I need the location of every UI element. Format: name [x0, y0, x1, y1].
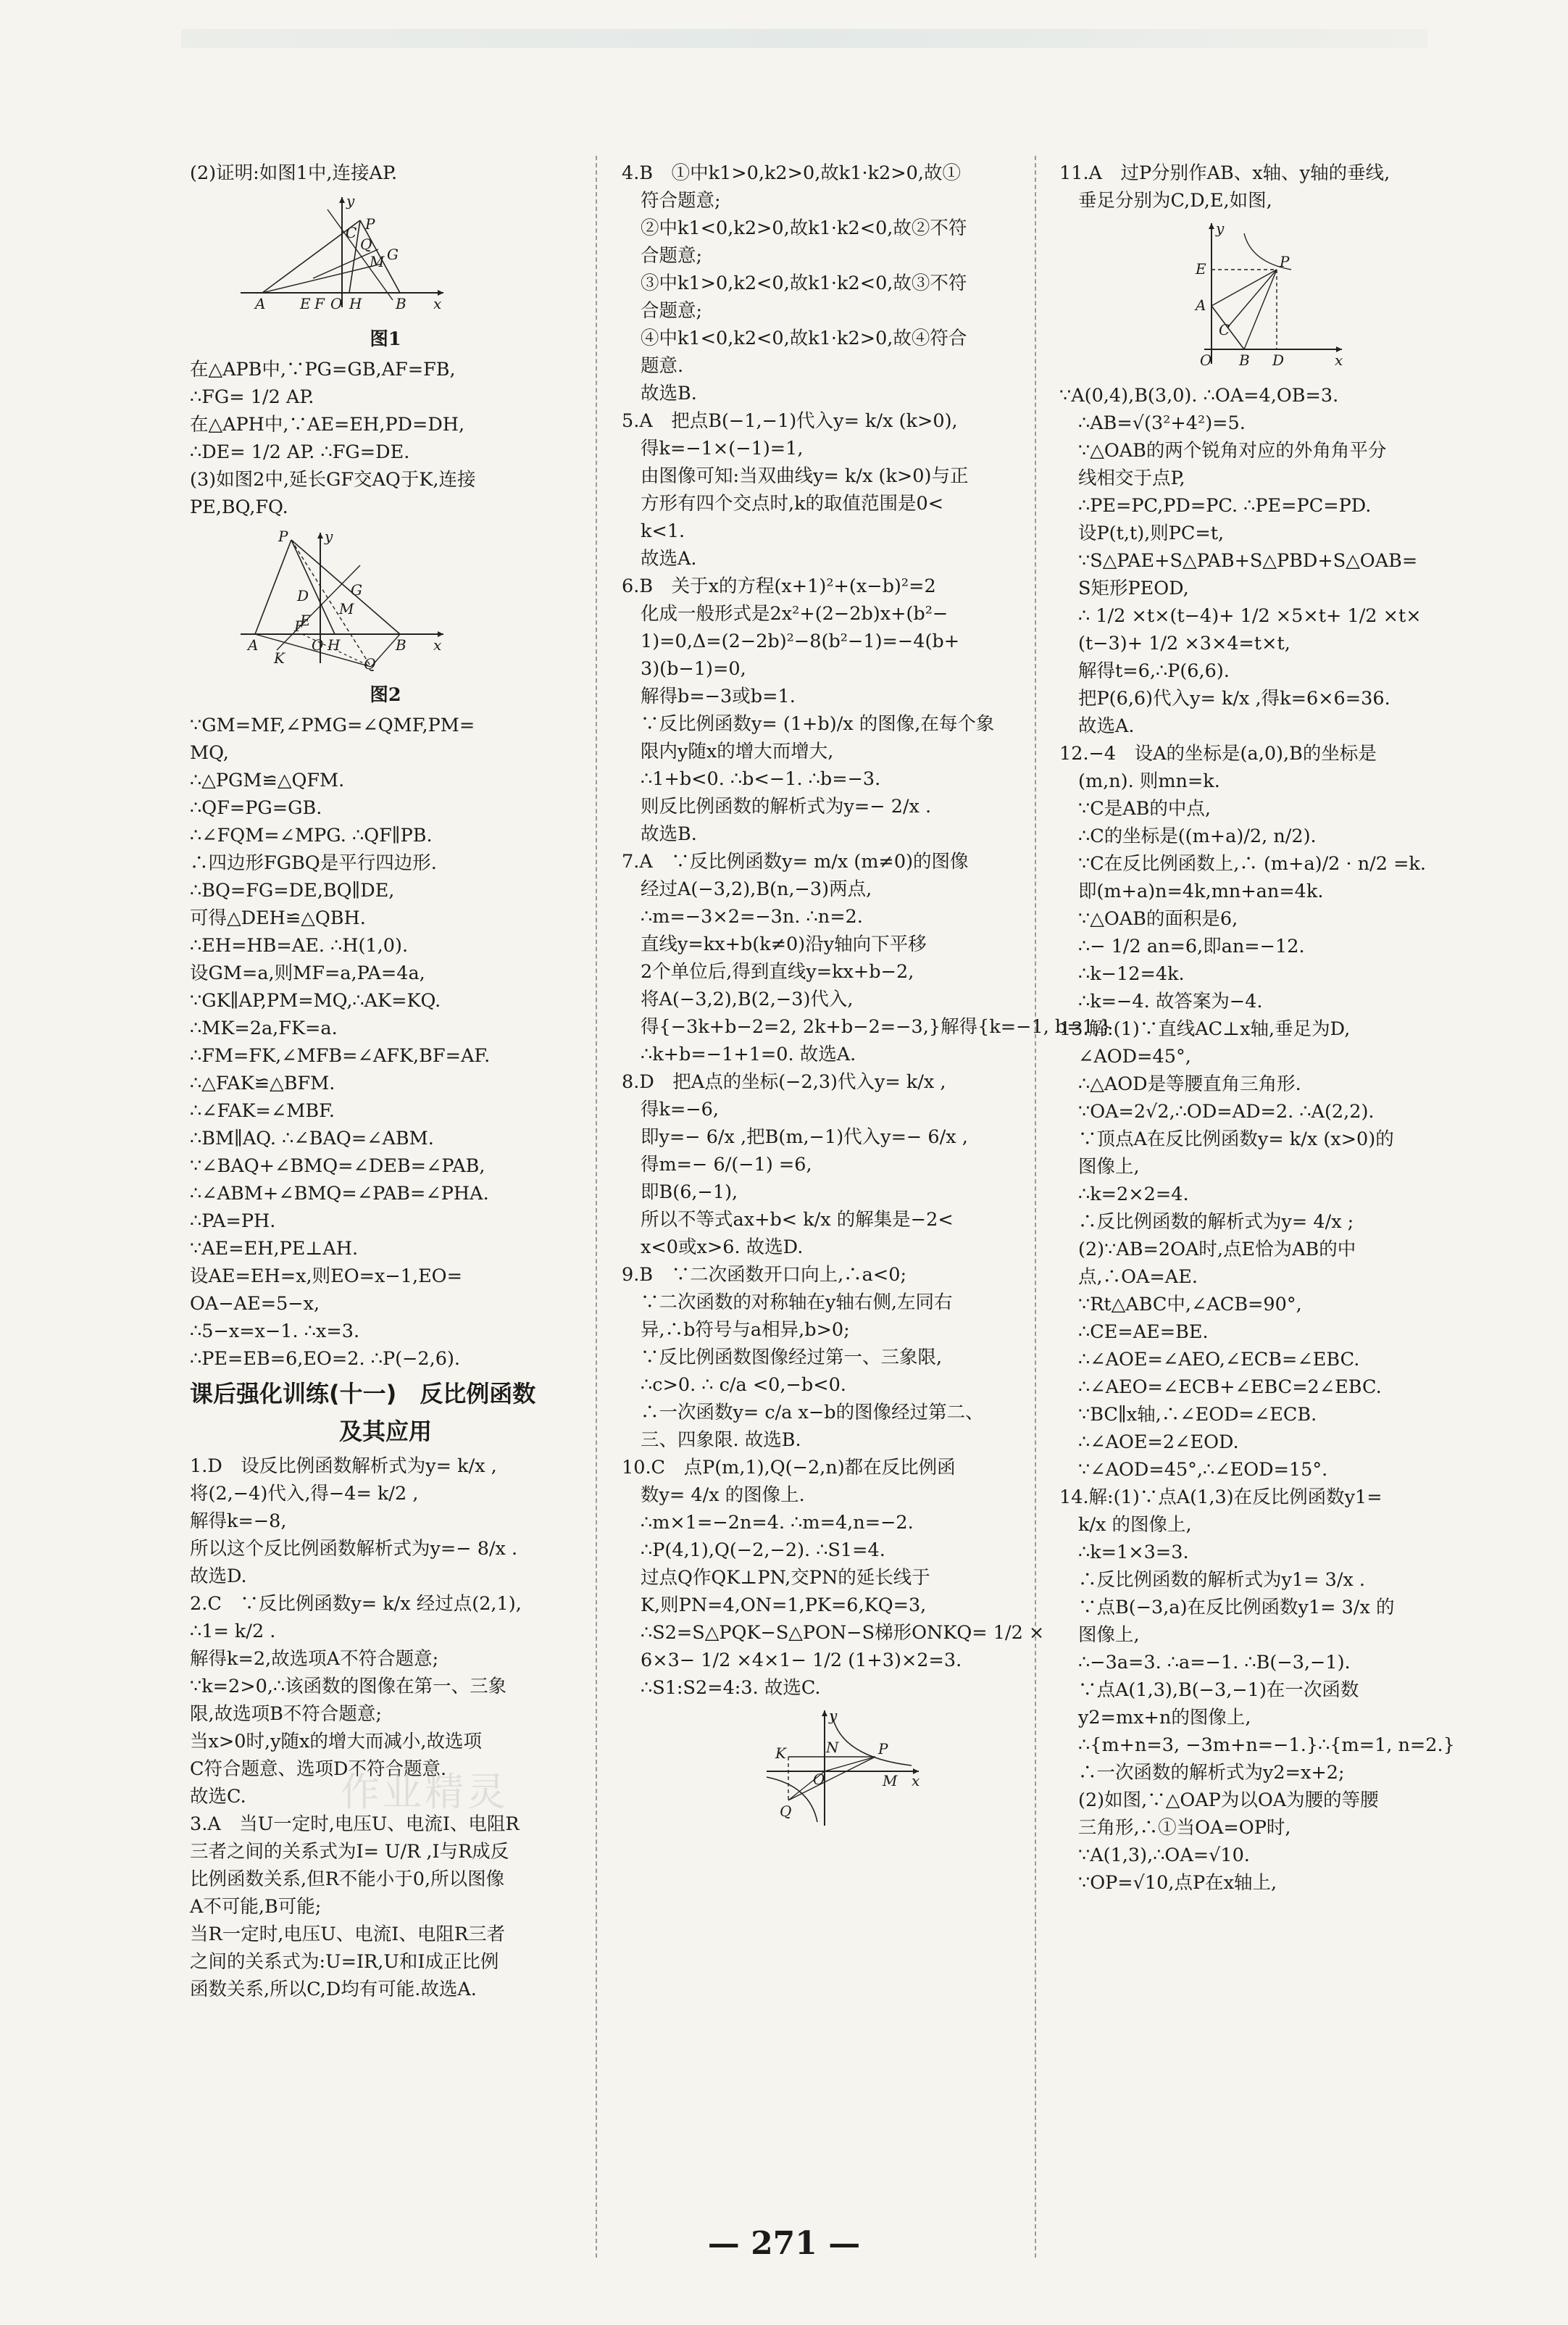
text-line: ∵Rt△ABC中,∠ACB=90°,	[1078, 1294, 1302, 1315]
text-line: C符合题意、选项D不符合题意.	[190, 1758, 447, 1780]
svg-text:M: M	[370, 253, 385, 270]
figure-1-diagram	[233, 191, 451, 315]
svg-text:B: B	[1239, 352, 1250, 369]
text-line: (2)∵AB=2OA时,点E恰为AB的中	[1078, 1239, 1356, 1260]
text-line: ∴C的坐标是((m+a)/2, n/2).	[1078, 825, 1317, 847]
text-line: 设GM=a,则MF=a,PA=4a,	[190, 962, 425, 984]
text-line: 把P(6,6)代入y= k/x ,得k=6×6=36.	[1078, 688, 1390, 710]
text-line: ③中k1>0,k2<0,故k1·k2<0,故③不符	[641, 273, 967, 294]
text-line: 设P(t,t),则PC=t,	[1078, 523, 1225, 544]
text-line: ∵OA=2√2,∴OD=AD=2. ∴A(2,2).	[1078, 1101, 1375, 1123]
text-line: ∴反比例函数的解析式为y= 4/x ;	[1078, 1211, 1354, 1233]
svg-text:Q: Q	[364, 655, 376, 673]
text-line: K,则PN=4,ON=1,PK=6,KQ=3,	[641, 1594, 927, 1616]
text-line: 过点Q作QK⊥PN,交PN的延长线于	[641, 1567, 930, 1589]
text-line: 当x>0时,y随x的增大而减小,故选项	[190, 1731, 482, 1752]
text-line: ∴∠FQM=∠MPG. ∴QF∥PB.	[190, 825, 433, 847]
text-line: ∵C在反比例函数上,∴ (m+a)/2 · n/2 =k.	[1078, 853, 1426, 875]
text-line: 故选B.	[641, 823, 697, 845]
svg-text:P: P	[1280, 253, 1290, 270]
text-line: ∴△PGM≌△QFM.	[190, 770, 345, 791]
text-line: ∵GM=MF,∠PMG=∠QMF,PM=	[190, 715, 475, 736]
text-line: 1)=0,Δ=(2−2b)²−8(b²−1)=−4(b+	[641, 631, 960, 652]
figure-10-diagram	[759, 1706, 926, 1829]
text-line: ∴一次函数的解析式为y2=x+2;	[1078, 1762, 1345, 1784]
text-line: 数y= 4/x 的图像上.	[641, 1484, 805, 1506]
text-line: ∵点B(−3,a)在反比例函数y1= 3/x 的	[1078, 1597, 1395, 1618]
text-line: ∵BC∥x轴,∴∠EOD=∠ECB.	[1078, 1404, 1317, 1426]
text-line: ∵△OAB的两个锐角对应的外角角平分	[1078, 440, 1387, 462]
text-line: 2.C ∵反比例函数y= k/x 经过点(2,1),	[190, 1593, 522, 1615]
text-line: 故选D.	[190, 1565, 247, 1587]
svg-text:x: x	[1335, 352, 1343, 369]
text-line: 2个单位后,得到直线y=kx+b−2,	[641, 961, 914, 983]
svg-text:O: O	[330, 295, 343, 312]
text-line: ∴m×1=−2n=4. ∴m=4,n=−2.	[641, 1512, 914, 1534]
svg-text:M: M	[883, 1772, 898, 1789]
text-line: ∵OP=√10,点P在x轴上,	[1078, 1872, 1277, 1894]
text-line: ∴k=1×3=3.	[1078, 1542, 1189, 1563]
text-line: ∴{m+n=3, −3m+n=−1.}∴{m=1, n=2.}	[1078, 1734, 1455, 1756]
text-line: 6.B 关于x的方程(x+1)²+(x−b)²=2	[622, 575, 936, 597]
svg-text:x: x	[433, 636, 442, 654]
text-line: 垂足分别为C,D,E,如图,	[1078, 190, 1272, 212]
text-line: ∵二次函数的对称轴在y轴右侧,左同右	[641, 1292, 953, 1313]
text-line: 将(2,−4)代入,得−4= k/2 ,	[190, 1483, 419, 1505]
svg-text:Q: Q	[780, 1802, 792, 1820]
text-line: 将A(−3,2),B(2,−3)代入,	[641, 989, 854, 1010]
text-line: ∵C是AB的中点,	[1078, 798, 1211, 820]
text-line: 解得b=−3或b=1.	[641, 686, 796, 707]
svg-text:G: G	[351, 581, 362, 599]
svg-text:H: H	[328, 636, 341, 654]
svg-text:N: N	[826, 1739, 839, 1756]
column-middle	[622, 159, 1112, 1840]
text-line: ∴k=2×2=4.	[1078, 1184, 1189, 1205]
text-line: 之间的关系式为:U=IR,U和I成正比例	[190, 1951, 499, 1973]
section-title: 课后强化训练(十一) 反比例函数	[190, 1380, 536, 1407]
text-line: 9.B ∵二次函数开口向上,∴a<0;	[622, 1264, 907, 1286]
text-line: 得k=−1×(−1)=1,	[641, 438, 804, 459]
text-line: 13.解:(1)∵直线AC⊥x轴,垂足为D,	[1059, 1018, 1351, 1040]
svg-text:F: F	[294, 617, 304, 635]
svg-text:O: O	[813, 1771, 825, 1788]
text-line: ∴c>0. ∴ c/a <0,−b<0.	[641, 1374, 846, 1396]
text-line: 图像上,	[1078, 1624, 1140, 1646]
svg-text:y: y	[1216, 220, 1225, 237]
text-line: 14.解:(1)∵点A(1,3)在反比例函数y1=	[1059, 1486, 1383, 1508]
text-line: 8.D 把A点的坐标(−2,3)代入y= k/x ,	[622, 1071, 946, 1093]
text-line: ∴EH=HB=AE. ∴H(1,0).	[190, 935, 409, 957]
text-line: k/x 的图像上,	[1078, 1514, 1192, 1536]
text-line: 所以不等式ax+b< k/x 的解集是−2<	[641, 1209, 954, 1231]
text-line: ∵△OAB的面积是6,	[1078, 908, 1238, 930]
text-line: (m,n). 则mn=k.	[1078, 770, 1220, 792]
text-line: 故选A.	[641, 548, 697, 570]
text-line: ∴FM=FK,∠MFB=∠AFK,BF=AF.	[190, 1045, 491, 1067]
figure-2-diagram	[233, 525, 451, 673]
svg-text:K: K	[274, 649, 285, 667]
text-line: MQ,	[190, 742, 229, 764]
text-line: ∠AOD=45°,	[1078, 1046, 1191, 1068]
text-line: 题意.	[641, 355, 684, 377]
text-line: ∴CE=AE=BE.	[1078, 1321, 1209, 1343]
svg-text:A: A	[255, 295, 266, 312]
svg-text:F: F	[314, 295, 325, 312]
text-line: 3)(b−1)=0,	[641, 658, 746, 680]
text-line: ∴反比例函数的解析式为y1= 3/x .	[1078, 1569, 1366, 1591]
text-line: ∴k−12=4k.	[1078, 963, 1185, 985]
text-line: ∴BM∥AQ. ∴∠BAQ=∠ABM.	[190, 1128, 434, 1149]
text-line: 5.A 把点B(−1,−1)代入y= k/x (k>0),	[622, 410, 958, 432]
top-strip	[181, 29, 1427, 48]
text-line: 故选C.	[190, 1786, 246, 1808]
figure-1	[233, 191, 581, 323]
text-line: 11.A 过P分别作AB、x轴、y轴的垂线,	[1059, 162, 1390, 184]
text-line: 1.D 设反比例函数解析式为y= k/x ,	[190, 1455, 497, 1477]
text-line: 线相交于点P,	[1078, 467, 1185, 489]
svg-text:B: B	[396, 295, 406, 312]
text-line: 设AE=EH=x,则EO=x−1,EO=	[190, 1265, 462, 1287]
svg-text:y: y	[325, 528, 333, 545]
text-line: ∴S1:S2=4:3. 故选C.	[641, 1677, 821, 1699]
text-line: 即(m+a)n=4k,mn+an=4k.	[1078, 881, 1324, 902]
text-line: ∴k=−4. 故答案为−4.	[1078, 991, 1263, 1012]
text-line: ④中k1<0,k2<0,故k1·k2>0,故④符合	[641, 328, 967, 349]
text-line: 点,∴OA=AE.	[1078, 1266, 1198, 1288]
text-line: ∵反比例函数图像经过第一、三象限,	[641, 1347, 943, 1368]
text-line: ∴FG= 1/2 AP.	[190, 386, 314, 408]
text-line: x<0或x>6. 故选D.	[641, 1236, 804, 1258]
text-line: (3)如图2中,延长GF交AQ于K,连接	[190, 469, 476, 491]
svg-text:P: P	[365, 215, 375, 233]
text-line: ∵A(1,3),∴OA=√10.	[1078, 1844, 1250, 1866]
text-line: 由图像可知:当双曲线y= k/x (k>0)与正	[641, 465, 969, 487]
text-line: ∴四边形FGBQ是平行四边形.	[190, 852, 437, 874]
text-line: ∵∠BAQ+∠BMQ=∠DEB=∠PAB,	[190, 1155, 485, 1177]
svg-text:B: B	[396, 636, 406, 654]
text-line: 4.B ①中k1>0,k2>0,故k1·k2>0,故①	[622, 162, 961, 184]
text-line: ∴∠AOE=∠AEO,∠ECB=∠EBC.	[1078, 1349, 1360, 1371]
svg-text:D: D	[297, 587, 309, 604]
text-line: 在△APB中,∵PG=GB,AF=FB,	[190, 359, 456, 380]
svg-text:M: M	[339, 600, 354, 617]
text-line: ∵k=2>0,∴该函数的图像在第一、三象	[190, 1676, 507, 1697]
text-line: ∴PA=PH.	[190, 1210, 276, 1232]
svg-text:O: O	[1200, 352, 1212, 369]
text-line: ∴1= k/2 .	[190, 1621, 276, 1642]
text-line: ∴BQ=FG=DE,BQ∥DE,	[190, 880, 395, 902]
svg-text:y: y	[346, 192, 355, 209]
text-line: ∵点A(1,3),B(−3,−1)在一次函数	[1078, 1679, 1359, 1701]
text-line: 化成一般形式是2x²+(2−2b)x+(b²−	[641, 603, 948, 625]
text-line: 直线y=kx+b(k≠0)沿y轴向下平移	[641, 933, 927, 955]
svg-text:E: E	[300, 612, 311, 629]
text-line: ∴PE=EB=6,EO=2. ∴P(−2,6).	[190, 1348, 461, 1370]
text-line: 即B(6,−1),	[641, 1181, 738, 1203]
svg-text:A: A	[248, 636, 259, 654]
text-line: ∴PE=PC,PD=PC. ∴PE=PC=PD.	[1078, 495, 1372, 517]
text-line: ∴∠ABM+∠BMQ=∠PAB=∠PHA.	[190, 1183, 489, 1205]
text-line: ∴△FAK≌△BFM.	[190, 1073, 335, 1094]
column-left	[190, 159, 581, 2003]
text-line: 限内y随x的增大而增大,	[641, 741, 834, 762]
text-line: ∴∠AOE=2∠EOD.	[1078, 1431, 1239, 1453]
text-line: ∴QF=PG=GB.	[190, 797, 322, 819]
text-line: ∵A(0,4),B(3,0). ∴OA=4,OB=3.	[1059, 385, 1339, 407]
svg-text:x: x	[912, 1772, 920, 1789]
text-line: 12.−4 设A的坐标是(a,0),B的坐标是	[1059, 743, 1377, 765]
text-line: 得m=− 6/(−1) =6,	[641, 1154, 812, 1176]
svg-text:P: P	[278, 528, 288, 545]
section-title-continued: 及其应用	[338, 1418, 432, 1445]
svg-text:x: x	[433, 295, 442, 312]
column-divider	[596, 156, 597, 2258]
text-line: 3.A 当U一定时,电压U、电流I、电阻R	[190, 1813, 520, 1835]
text-line: 异,∴b符号与a相异,b>0;	[641, 1319, 850, 1341]
page-number: — 271 —	[707, 2225, 861, 2262]
text-line: (2)如图,∵△OAP为以OA为腰的等腰	[1078, 1789, 1379, 1811]
figure-2	[233, 525, 581, 678]
figure-11	[1190, 219, 1451, 379]
svg-text:C: C	[346, 224, 357, 241]
svg-text:P: P	[878, 1740, 888, 1758]
text-line: 合题意;	[641, 300, 703, 322]
text-line: 比例函数关系,但R不能小于0,所以图像	[190, 1868, 505, 1890]
text-line: 图像上,	[1078, 1156, 1140, 1178]
text-line: ∴m=−3×2=−3n. ∴n=2.	[641, 906, 863, 928]
text-line: ∴P(4,1),Q(−2,−2). ∴S1=4.	[641, 1539, 885, 1561]
text-line: ∵顶点A在反比例函数y= k/x (x>0)的	[1078, 1128, 1394, 1150]
text-line: 符合题意;	[641, 190, 721, 212]
text-line: (t−3)+ 1/2 ×3×4=t×t,	[1078, 633, 1290, 654]
svg-text:O: O	[312, 636, 324, 654]
column-divider	[1035, 156, 1036, 2258]
svg-text:K: K	[775, 1744, 786, 1762]
svg-text:D: D	[1272, 352, 1285, 369]
text-line: ∴− 1/2 an=6,即an=−12.	[1078, 936, 1305, 957]
text-line: ∵反比例函数y= (1+b)/x 的图像,在每个象	[641, 713, 995, 735]
text-line: ∴−3a=3. ∴a=−1. ∴B(−3,−1).	[1078, 1652, 1351, 1673]
text-line: 限,故选项B不符合题意;	[190, 1703, 382, 1725]
text-line: ∴∠FAK=∠MBF.	[190, 1100, 335, 1122]
svg-text:A: A	[1196, 296, 1206, 314]
svg-text:E: E	[1196, 260, 1206, 278]
text-line: 则反比例函数的解析式为y=− 2/x .	[641, 796, 932, 818]
text-line: ∵S△PAE+S△PAB+S△PBD+S△OAB=	[1078, 550, 1418, 572]
text-line: 解得k=2,故选项A不符合题意;	[190, 1648, 439, 1670]
text-line: S矩形PEOD,	[1078, 578, 1189, 599]
text-line: 6×3− 1/2 ×4×1− 1/2 (1+3)×2=3.	[641, 1650, 962, 1671]
text-line: ∴ 1/2 ×t×(t−4)+ 1/2 ×5×t+ 1/2 ×t×	[1078, 605, 1422, 627]
text-line: ∵GK∥AP,PM=MQ,∴AK=KQ.	[190, 990, 441, 1012]
text-line: 解得t=6,∴P(6,6).	[1078, 660, 1230, 682]
svg-text:C: C	[1219, 321, 1230, 338]
text-line: OA−AE=5−x,	[190, 1293, 320, 1315]
text-line: ∴∠AEO=∠ECB+∠EBC=2∠EBC.	[1078, 1376, 1382, 1398]
text-line: ∴k+b=−1+1=0. 故选A.	[641, 1044, 856, 1065]
text-line: 可得△DEH≌△QBH.	[190, 907, 366, 929]
text-line: ∴AB=√(3²+4²)=5.	[1078, 412, 1246, 434]
svg-text:Q: Q	[360, 236, 372, 253]
text-line: 得{−3k+b−2=2, 2k+b−2=−3,}解得{k=−1, b=1,}	[641, 1016, 1112, 1038]
column-right	[1059, 159, 1455, 1897]
svg-text:y: y	[829, 1707, 838, 1724]
text-line: 得k=−6,	[641, 1099, 720, 1120]
svg-text:E: E	[300, 295, 311, 312]
text-line: 7.A ∵反比例函数y= m/x (m≠0)的图像	[622, 851, 969, 873]
text-line: ∴5−x=x−1. ∴x=3.	[190, 1320, 360, 1342]
text-line: ∴1+b<0. ∴b<−1. ∴b=−3.	[641, 768, 881, 790]
text-line: 方形有四个交点时,k的取值范围是0<	[641, 493, 944, 515]
text-line: ∴S2=S△PQK−S△PON−S梯形ONKQ= 1/2 ×	[641, 1622, 1045, 1644]
text-line: 三角形,∴①当OA=OP时,	[1078, 1817, 1291, 1839]
text-line: y2=mx+n的图像上,	[1078, 1707, 1251, 1729]
text-line: 故选A.	[1078, 715, 1135, 737]
text-line: 即y=− 6/x ,把B(m,−1)代入y=− 6/x ,	[641, 1126, 968, 1148]
text-line: 故选B.	[641, 383, 697, 404]
text-line: 当R一定时,电压U、电流I、电阻R三者	[190, 1923, 506, 1945]
figure-11-diagram	[1190, 219, 1349, 371]
text-line: 在△APH中,∵AE=EH,PD=DH,	[190, 414, 465, 436]
figure-2-caption: 图2	[370, 684, 401, 706]
figure-10	[759, 1706, 1012, 1837]
text-line: 合题意;	[641, 245, 703, 267]
text-line: A不可能,B可能;	[190, 1896, 322, 1918]
text-line: ∴DE= 1/2 AP. ∴FG=DE.	[190, 441, 410, 463]
text-line: 函数关系,所以C,D均有可能.故选A.	[190, 1979, 477, 2000]
svg-text:G: G	[387, 246, 399, 263]
text-line: ∴一次函数y= c/a x−b的图像经过第二、	[641, 1402, 984, 1423]
text-line: 经过A(−3,2),B(n,−3)两点,	[641, 878, 872, 900]
text-line: 三者之间的关系式为I= U/R ,I与R成反	[190, 1841, 509, 1863]
text-line: ∴MK=2a,FK=a.	[190, 1018, 338, 1039]
svg-text:H: H	[349, 295, 362, 312]
text-line: PE,BQ,FQ.	[190, 496, 288, 518]
text-line: ②中k1<0,k2>0,故k1·k2<0,故②不符	[641, 217, 967, 239]
watermark: 作业精灵	[341, 1769, 509, 1815]
text-line: 10.C 点P(m,1),Q(−2,n)都在反比例函	[622, 1457, 956, 1478]
text-line: 三、四象限. 故选B.	[641, 1429, 801, 1451]
text-line: ∴△AOD是等腰直角三角形.	[1078, 1073, 1301, 1095]
text-line: k<1.	[641, 520, 685, 542]
text-line: (2)证明:如图1中,连接AP.	[190, 162, 398, 184]
text-line: ∵∠AOD=45°,∴∠EOD=15°.	[1078, 1459, 1328, 1481]
text-line: 解得k=−8,	[190, 1510, 287, 1532]
text-line: ∵AE=EH,PE⊥AH.	[190, 1238, 359, 1260]
figure-1-caption: 图1	[370, 328, 401, 350]
text-line: 所以这个反比例函数解析式为y=− 8/x .	[190, 1538, 518, 1560]
